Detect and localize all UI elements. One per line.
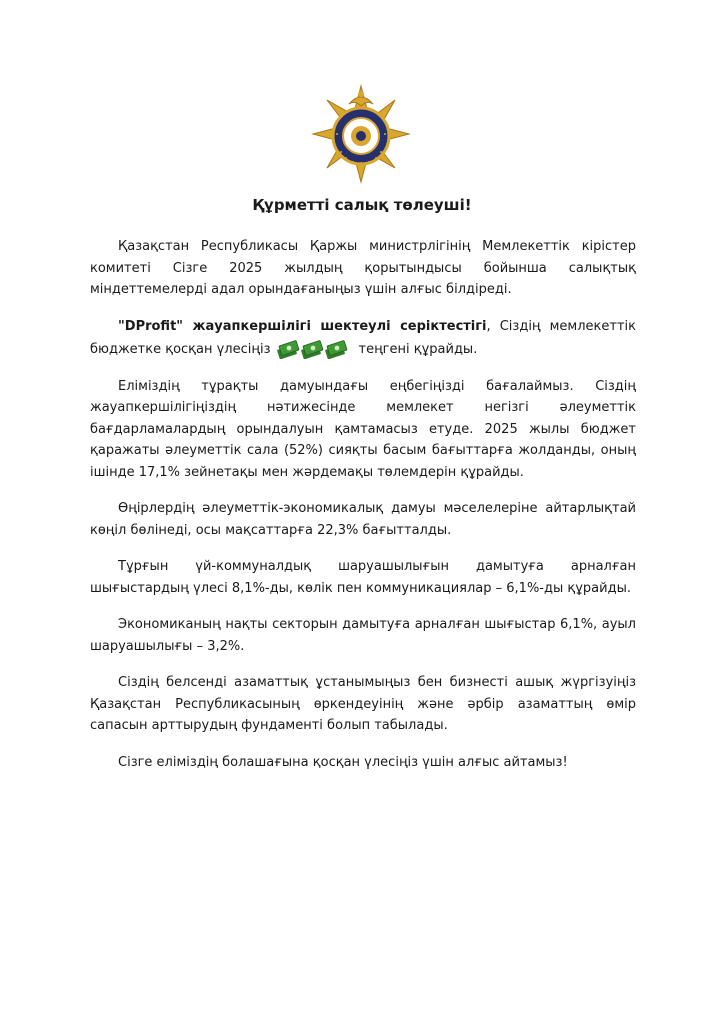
money-stack-icon-3 bbox=[324, 340, 346, 359]
paragraph-social-spending: Еліміздің тұрақты дамуындағы еңбегіңізді бағалаймыз. Сіздің жауапкершілігіңіздің нәтижесінде мемлекет негізгі әлеуметтік бағдарламалардың орындалуын қамтамасыз етуде. 2025 жылы бюджет қаражаты әлеуметтік сала (52%) сияқты басым бағыттарға жолданды, оның ішінде 17,1% зейнетақы мен жәрдемақы төлемдерін құрайды. bbox=[90, 378, 636, 480]
paragraph-contribution bbox=[90, 316, 636, 361]
paragraph-thanks: Қазақстан Республикасы Қаржы министрлігінің Мемлекеттік кірістер комитеті Сізге 2025 жылдың қорытындысы бойынша салықтық міндеттемелерді адал орындағаныңыз үшін алғыс білдіреді. bbox=[90, 239, 636, 297]
contribution-text: , Сіздің мемлекеттік бюджетке қосқан үлесіңіз bbox=[90, 318, 636, 357]
paragraph-citizenship: Сіздің белсенді азаматтық ұстанымыңыз бен бизнесті ашық жүргізуіңіз Қазақстан Республикасының өркендеуінің және әрбір азаматтың өмір сапасын арттырудың фундаменті болып табылады. bbox=[90, 675, 636, 733]
paragraph-housing: Тұрғын үй-коммуналдық шаруашылығын дамытуға арналған шығыстардың үлесі 8,1%-ды, көлік пен коммуникациялар – 6,1%-ды құрайды. bbox=[90, 559, 636, 596]
paragraph-closing: Сізге еліміздің болашағына қосқан үлесіңіз үшін алғыс айтамыз! bbox=[118, 754, 568, 770]
company-name: "DProfit" жауапкершілігі шектеулі серіктестігі bbox=[118, 318, 487, 334]
state-revenue-committee-emblem-icon bbox=[311, 84, 411, 184]
money-stack-icon-2 bbox=[300, 340, 322, 359]
contribution-end-text: теңгені құрайды. bbox=[358, 342, 478, 357]
paragraph-regions: Өңірлердің әлеуметтік-экономикалық дамуы мәселелеріне айтарлықтай көңіл бөлінеді, осы мақсаттарға 22,3% бағытталды. bbox=[90, 501, 636, 538]
letter-title: Құрметті салық төлеуші! bbox=[252, 196, 472, 214]
paragraph-economy: Экономиканың нақты секторын дамытуға арналған шығыстар 6,1%, ауыл шаруашылығы – 3,2%. bbox=[90, 617, 636, 654]
letter-body bbox=[90, 236, 636, 788]
money-stack-icon bbox=[277, 337, 349, 359]
money-stack-icon-1 bbox=[277, 340, 299, 359]
